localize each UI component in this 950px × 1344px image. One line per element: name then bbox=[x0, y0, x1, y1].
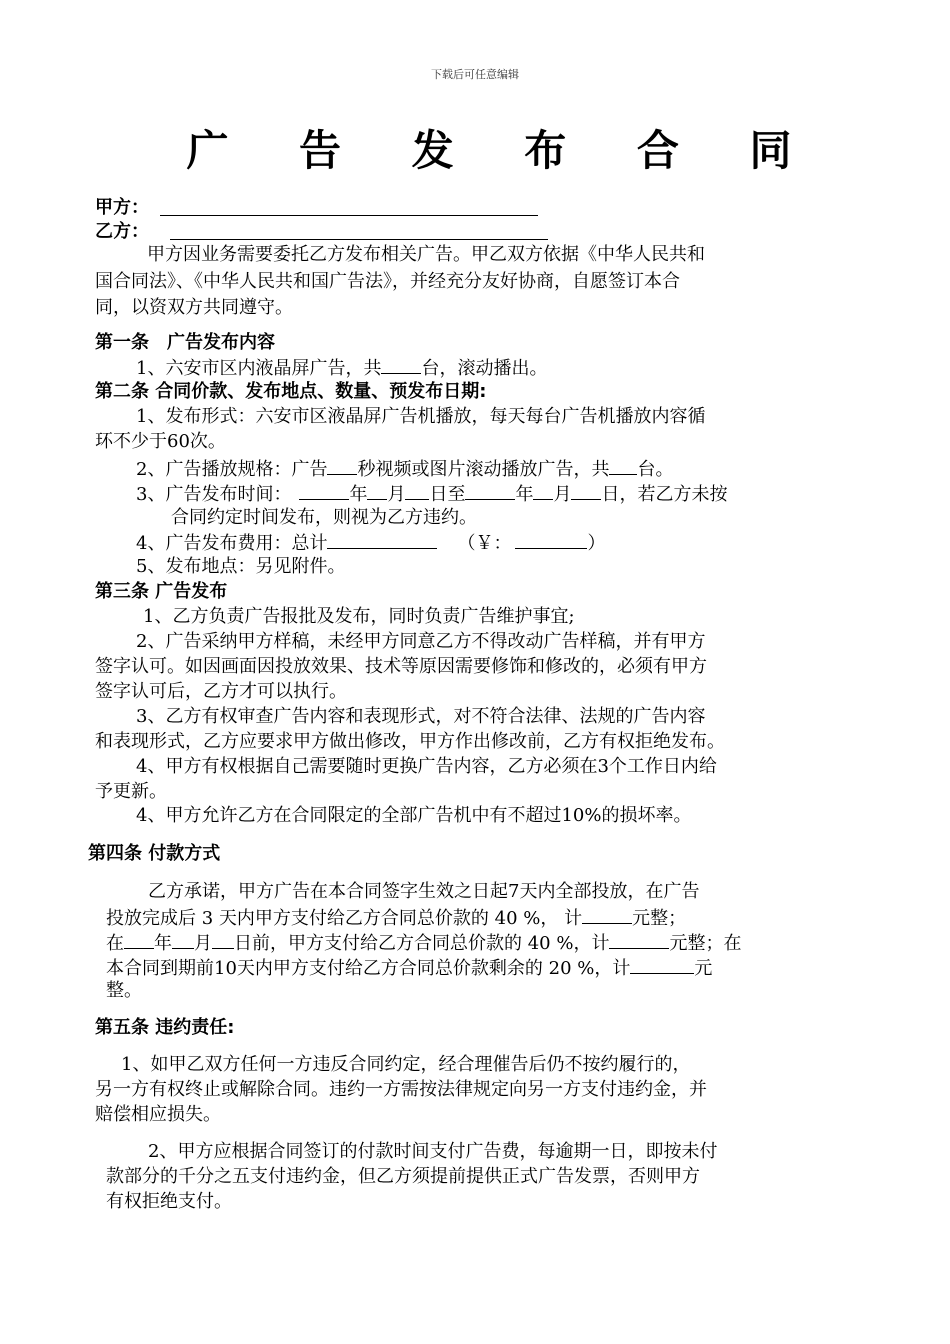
article-4-heading: 第四条 付款方式 bbox=[88, 843, 221, 864]
text: 台。 bbox=[637, 459, 674, 480]
article-2-item-3-line-2: 合同约定时间发布，则视为乙方违约。 bbox=[171, 507, 477, 528]
text: 3、广告发布时间： bbox=[136, 484, 292, 505]
article-4-line-4 bbox=[106, 955, 712, 981]
blank-month-1 bbox=[367, 481, 387, 500]
text: 元整； bbox=[632, 908, 687, 929]
article-2-heading: 第二条 合同价款、发布地点、数量、预发布日期: bbox=[95, 381, 487, 402]
party-b-label: 乙方： bbox=[95, 221, 149, 242]
text: （￥： bbox=[457, 533, 512, 554]
blank-day-2 bbox=[571, 481, 601, 500]
article-4-line-3 bbox=[106, 930, 741, 956]
article-5-item-1-line-1: 1、如甲乙双方任何一方违反合同约定，经合理催告后仍不按约履行的， bbox=[121, 1054, 691, 1075]
text: 年 bbox=[349, 484, 368, 505]
intro-line-3: 同，以资双方共同遵守。 bbox=[95, 297, 293, 318]
article-2-item-1-line-2: 环不少于60次。 bbox=[95, 431, 226, 452]
blank-seconds bbox=[327, 456, 357, 475]
text: 2、广告播放规格：广告 bbox=[136, 459, 328, 480]
text: 秒视频或图片滚动播放广告，共 bbox=[357, 459, 610, 480]
blank-screen-count bbox=[381, 355, 421, 374]
party-a-label: 甲方： bbox=[95, 197, 149, 218]
text: 日前，甲方支付给乙方合同总价款的 40 %，计 bbox=[234, 933, 610, 954]
blank-amount bbox=[515, 530, 587, 549]
article-5-item-2-line-3: 有权拒绝支付。 bbox=[106, 1191, 232, 1212]
article-3-heading: 第三条 广告发布 bbox=[95, 581, 228, 602]
article-5-item-2-line-1: 2、甲方应根据合同签订的付款时间支付广告费，每逾期一日，即按未付 bbox=[148, 1141, 718, 1162]
article-1-item-1-text-b: 台，滚动播出。 bbox=[421, 358, 548, 379]
intro-line-1: 甲方因业务需要委托乙方发布相关广告。甲乙双方依据《中华人民共和 bbox=[147, 244, 705, 265]
article-5-item-2-line-2: 款部分的千分之五支付违约金，但乙方须提前提供正式广告发票，否则甲方 bbox=[106, 1166, 700, 1187]
blank-year-1 bbox=[299, 481, 349, 500]
blank-month-2 bbox=[533, 481, 553, 500]
article-3-item-3-line-2: 和表现形式，乙方应要求甲方做出修改，甲方作出修改前，乙方有权拒绝发布。 bbox=[95, 731, 725, 752]
text: 本合同到期前10天内甲方支付给乙方合同总价款剩余的 20 %，计 bbox=[106, 958, 631, 979]
text: 月 bbox=[387, 484, 406, 505]
article-1-item-1 bbox=[136, 355, 547, 381]
text: 元 bbox=[694, 958, 713, 979]
article-2-item-5: 5、发布地点：另见附件。 bbox=[136, 556, 346, 577]
article-5-item-1-line-3: 赔偿相应损失。 bbox=[95, 1104, 221, 1125]
text: 日至 bbox=[429, 484, 466, 505]
text: 年 bbox=[154, 933, 172, 954]
article-1-item-1-text-a: 1、六安市区内液晶屏广告，共 bbox=[136, 358, 382, 379]
article-3-item-5: 4、甲方允许乙方在合同限定的全部广告机中有不超过10%的损坏率。 bbox=[136, 805, 692, 826]
text: 投放完成后 3 天内甲方支付给乙方合同总价款的 40 %， 计 bbox=[106, 908, 583, 929]
article-3-item-2-line-3: 签字认可后，乙方才可以执行。 bbox=[95, 681, 347, 702]
text: 日，若乙方未按 bbox=[601, 484, 728, 505]
document-title: 广 告 发 布 合 同 bbox=[186, 126, 820, 175]
article-3-item-4-line-2: 予更新。 bbox=[95, 781, 167, 802]
article-5-heading: 第五条 违约责任: bbox=[95, 1017, 235, 1038]
text: 月 bbox=[553, 484, 572, 505]
article-1-heading: 第一条 广告发布内容 bbox=[95, 332, 275, 353]
party-a-blank bbox=[160, 215, 538, 216]
text: 月 bbox=[194, 933, 212, 954]
text: ） bbox=[587, 533, 606, 554]
article-3-item-2-line-1: 2、广告采纳甲方样稿，未经甲方同意乙方不得改动广告样稿，并有甲方 bbox=[136, 631, 706, 652]
article-2-item-1-line-1: 1、发布形式：六安市区液晶屏广告机播放，每天每台广告机播放内容循 bbox=[136, 406, 706, 427]
blank-day-1 bbox=[405, 481, 429, 500]
intro-line-2: 国合同法》、《中华人民共和国广告法》，并经充分友好协商，自愿签订本合 bbox=[95, 271, 680, 292]
text: 元整；在 bbox=[669, 933, 742, 954]
article-4-line-1: 乙方承诺，甲方广告在本合同签字生效之日起7天内全部投放，在广告 bbox=[148, 881, 700, 902]
blank-payment-3 bbox=[630, 955, 694, 974]
article-5-item-1-line-2: 另一方有权终止或解除合同。违约一方需按法律规定向另一方支付违约金，并 bbox=[95, 1079, 707, 1100]
text: 年 bbox=[515, 484, 534, 505]
article-3-item-3-line-1: 3、乙方有权审查广告内容和表现形式，对不符合法律、法规的广告内容 bbox=[136, 706, 706, 727]
text: 在 bbox=[106, 933, 124, 954]
blank-payment-2 bbox=[609, 930, 669, 949]
blank-payment-1 bbox=[582, 905, 632, 924]
article-2-item-2 bbox=[136, 456, 673, 482]
article-2-item-3 bbox=[136, 481, 727, 507]
blank-month bbox=[172, 930, 194, 949]
blank-year-2 bbox=[465, 481, 515, 500]
article-3-item-4-line-1: 4、甲方有权根据自己需要随时更换广告内容，乙方必须在3个工作日内给 bbox=[136, 756, 717, 777]
blank-count bbox=[609, 456, 637, 475]
article-4-line-5: 整。 bbox=[106, 980, 142, 1001]
article-2-item-4 bbox=[136, 530, 605, 556]
blank-day bbox=[212, 930, 234, 949]
text: 4、广告发布费用：总计 bbox=[136, 533, 328, 554]
blank-year bbox=[124, 930, 154, 949]
article-4-line-2 bbox=[106, 905, 686, 931]
article-3-item-1: 1、乙方负责广告报批及发布，同时负责广告维护事宜; bbox=[143, 606, 575, 627]
party-b-blank bbox=[170, 239, 548, 240]
article-3-item-2-line-2: 签字认可。如因画面因投放效果、技术等原因需要修饰和修改的，必须有甲方 bbox=[95, 656, 707, 677]
header-note: 下载后可任意编辑 bbox=[431, 68, 519, 81]
blank-total-fee bbox=[327, 530, 437, 549]
